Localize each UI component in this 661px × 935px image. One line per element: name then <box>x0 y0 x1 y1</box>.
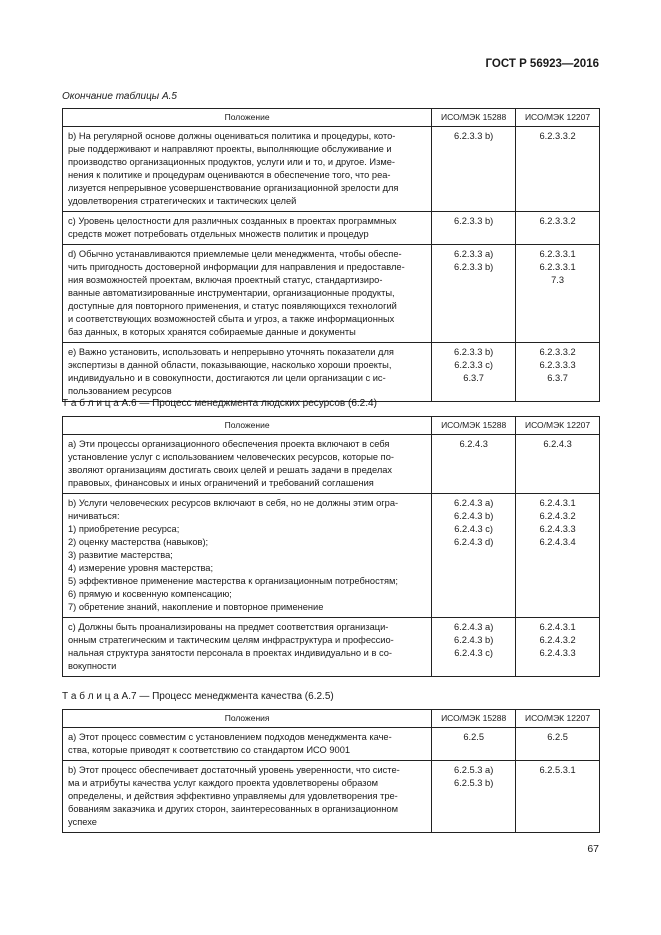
provision-text-line: b) На регулярной основе должны оцениваться политика и процедуры, кото- <box>68 131 396 141</box>
reference-item: 6.2.3.3.2 <box>539 347 576 357</box>
provision-text-line: ванные автоматизированные инструментарии, организационные продукты, <box>68 288 395 298</box>
reference-item: 6.2.4.3 a) <box>454 622 494 632</box>
iso12207-cell <box>516 435 600 494</box>
provision-cell <box>63 127 432 212</box>
reference-item: 6.2.5.3.1 <box>539 765 576 775</box>
provision-text-line: 1) приобретение ресурса; <box>68 524 180 534</box>
iso12207-cell <box>516 728 600 761</box>
provision-text-line: ства, которые приводят к соответствию со стандартом ИСО 9001 <box>68 745 351 755</box>
iso15288-cell <box>432 761 516 833</box>
reference-item: 6.2.5 <box>463 732 484 742</box>
reference-item: 6.2.4.3 b) <box>454 511 494 521</box>
provision-text-line: установление услуг с использованием человеческих ресурсов, которые по- <box>68 452 394 462</box>
table-header-row <box>63 710 600 728</box>
provision-text-line: лизуется непрерывное усовершенствование организационной зрелости для <box>68 183 399 193</box>
reference-item: 6.2.3.3 b) <box>454 131 494 141</box>
provision-cell <box>63 245 432 343</box>
reference-item: 6.3.7 <box>463 373 484 383</box>
reference-item: 6.2.3.3 b) <box>454 216 494 226</box>
provision-text-line: рые поддерживают и направляют проекты, выполняющие обслуживание и <box>68 144 392 154</box>
reference-item: 6.2.5 <box>547 732 568 742</box>
reference-item: 6.2.5.3 b) <box>454 778 494 788</box>
provision-text-line: баз данных, в которых хранятся собираемые данные и документы <box>68 327 356 337</box>
provision-cell <box>63 728 432 761</box>
table-row <box>63 212 600 245</box>
provision-text-line: вокупности <box>68 661 117 671</box>
provision-text-line: a) Эти процессы организационного обеспечения проекта включают в себя <box>68 439 390 449</box>
provision-text-line: 3) развитие мастерства; <box>68 550 173 560</box>
reference-item: 7.3 <box>551 275 564 285</box>
provision-text-line: c) Должны быть проанализированы на предмет соответствия организаци- <box>68 622 389 632</box>
provision-text-line: онным стратегическим и тактическим целям инфраструктура и профессио- <box>68 635 394 645</box>
provision-cell <box>63 494 432 618</box>
page-number: 67 <box>587 843 599 855</box>
table-row <box>63 728 600 761</box>
iso12207-cell <box>516 343 600 402</box>
table-row <box>63 494 600 618</box>
reference-item: 6.2.4.3 a) <box>454 498 494 508</box>
reference-item: 6.2.3.3.1 <box>539 262 576 272</box>
reference-item: 6.2.4.3.3 <box>539 524 576 534</box>
column-header-iso15288: ИСО/МЭК 15288 <box>432 710 516 728</box>
provision-cell <box>63 343 432 402</box>
reference-item: 6.2.4.3.2 <box>539 511 576 521</box>
reference-item: 6.2.4.3.1 <box>539 498 576 508</box>
provision-text-line: нения к политике и процедурам оцениваются в обеспечение того, что реа- <box>68 170 391 180</box>
provision-text-line: 6) прямую и косвенную компенсацию; <box>68 589 232 599</box>
provision-text-line: пользованием ресурсов <box>68 386 172 396</box>
provision-text-line: чить пригодность достоверной информации для направления и предоставле- <box>68 262 405 272</box>
reference-item: 6.2.3.3.1 <box>539 249 576 259</box>
iso12207-cell <box>516 618 600 677</box>
reference-item: 6.2.3.3 b) <box>454 262 494 272</box>
provision-text-line: 5) эффективное применение мастерства к организационным потребностям; <box>68 576 398 586</box>
provision-text-line: c) Уровень целостности для различных созданных в проектах программных <box>68 216 397 226</box>
reference-item: 6.2.4.3 c) <box>454 524 494 534</box>
provision-text-line: успехе <box>68 817 97 827</box>
table-header-row <box>63 109 600 127</box>
iso15288-cell <box>432 618 516 677</box>
provision-cell <box>63 435 432 494</box>
table-header-row <box>63 417 600 435</box>
provision-text-line: удовлетворения стратегических и тактических целей <box>68 196 297 206</box>
provision-text-line: зволяют организациям достигать своих целей и решать задачи в пределах <box>68 465 393 475</box>
provision-text-line: e) Важно установить, использовать и непрерывно уточнять показатели для <box>68 347 394 357</box>
iso12207-cell <box>516 761 600 833</box>
reference-item: 6.2.4.3 d) <box>454 537 494 547</box>
reference-item: 6.2.3.3.2 <box>539 216 576 226</box>
reference-item: 6.2.3.3 c) <box>454 360 494 370</box>
provision-text-line: 4) измерение уровня мастерства; <box>68 563 214 573</box>
provision-cell <box>63 761 432 833</box>
table-a6-caption: Т а б л и ц а А.6 — Процесс менеджмента людских ресурсов (6.2.4) <box>62 398 377 409</box>
provision-text-line: доступные для повторного применения, и статус появляющихся технологий <box>68 301 397 311</box>
reference-item: 6.2.3.3.2 <box>539 131 576 141</box>
provision-text-line: определены, и действия эффективно управляемы для удовлетворения тре- <box>68 791 398 801</box>
iso12207-cell <box>516 245 600 343</box>
reference-item: 6.2.4.3 <box>459 439 488 449</box>
provision-text-line: бованиям заказчика и других сторон, заинтересованных в организационном <box>68 804 399 814</box>
reference-item: 6.2.4.3.4 <box>539 537 576 547</box>
iso15288-cell <box>432 494 516 618</box>
provision-text-line: индивидуально и в совокупности, достигаются ли цели организации с ис- <box>68 373 386 383</box>
provision-text-line: b) Этот процесс обеспечивает достаточный уровень уверенности, что систе- <box>68 765 400 775</box>
iso12207-cell <box>516 127 600 212</box>
provision-text-line: экспертизы в данной области, показывающие, насколько хороши проекты, <box>68 360 392 370</box>
column-header-provision: Положение <box>63 417 432 435</box>
table-row <box>63 343 600 402</box>
reference-item: 6.2.4.3.2 <box>539 635 576 645</box>
iso15288-cell <box>432 728 516 761</box>
reference-item: 6.2.4.3.3 <box>539 648 576 658</box>
iso15288-cell <box>432 127 516 212</box>
provision-cell <box>63 212 432 245</box>
provision-text-line: ма и атрибуты качества услуг каждого проекта удовлетворены образом <box>68 778 379 788</box>
column-header-provision: Положение <box>63 109 432 127</box>
provision-text-line: a) Этот процесс совместим с установлением подходов менеджмента каче- <box>68 732 392 742</box>
iso12207-cell <box>516 212 600 245</box>
provision-text-line: d) Обычно устанавливаются приемлемые цели менеджмента, чтобы обеспе- <box>68 249 402 259</box>
iso15288-cell <box>432 212 516 245</box>
table-a6 <box>62 416 600 677</box>
reference-item: 6.2.3.3.3 <box>539 360 576 370</box>
table-a5-caption: Окончание таблицы А.5 <box>62 91 177 102</box>
provision-text-line: ничиваться: <box>68 511 120 521</box>
provision-text-line: b) Услуги человеческих ресурсов включают в себя, но не должны этим огра- <box>68 498 399 508</box>
iso15288-cell <box>432 435 516 494</box>
provision-text-line: средств может потребовать отдельных множеств политик и процедур <box>68 229 369 239</box>
reference-item: 6.2.3.3 b) <box>454 347 494 357</box>
provision-text-line: правовых, финансовых и иных ограничений и требований соглашения <box>68 478 374 488</box>
table-a7 <box>62 709 600 833</box>
column-header-iso15288: ИСО/МЭК 15288 <box>432 109 516 127</box>
provision-text-line: 7) обретение знаний, накопление и повторное применение <box>68 602 324 612</box>
column-header-iso12207: ИСО/МЭК 12207 <box>516 417 600 435</box>
column-header-iso15288: ИСО/МЭК 15288 <box>432 417 516 435</box>
provision-cell <box>63 618 432 677</box>
provision-text-line: и соответствующих возможностей сбыта и угроз, а также информационных <box>68 314 395 324</box>
table-row <box>63 245 600 343</box>
column-header-provision: Положения <box>63 710 432 728</box>
provision-text-line: производство организационных продуктов, услуги или и то, и другое. Изме- <box>68 157 396 167</box>
provision-text-line: ния возможностей проектам, включая проектный статус, стандартизиро- <box>68 275 383 285</box>
provision-text-line: 2) оценку мастерства (навыков); <box>68 537 209 547</box>
column-header-iso12207: ИСО/МЭК 12207 <box>516 710 600 728</box>
reference-item: 6.3.7 <box>547 373 568 383</box>
reference-item: 6.2.4.3 c) <box>454 648 494 658</box>
reference-item: 6.2.4.3 b) <box>454 635 494 645</box>
reference-item: 6.2.5.3 a) <box>454 765 494 775</box>
table-row <box>63 127 600 212</box>
column-header-iso12207: ИСО/МЭК 12207 <box>516 109 600 127</box>
reference-item: 6.2.4.3.1 <box>539 622 576 632</box>
iso15288-cell <box>432 343 516 402</box>
table-row <box>63 435 600 494</box>
reference-item: 6.2.3.3 a) <box>454 249 494 259</box>
document-header: ГОСТ Р 56923—2016 <box>485 58 599 70</box>
table-row <box>63 761 600 833</box>
iso12207-cell <box>516 494 600 618</box>
table-a7-caption: Т а б л и ц а А.7 — Процесс менеджмента качества (6.2.5) <box>62 691 334 702</box>
reference-item: 6.2.4.3 <box>543 439 572 449</box>
iso15288-cell <box>432 245 516 343</box>
provision-text-line: нальная структура занятости персонала в проектах индивидуально и в со- <box>68 648 392 658</box>
table-a5 <box>62 108 600 402</box>
table-row <box>63 618 600 677</box>
